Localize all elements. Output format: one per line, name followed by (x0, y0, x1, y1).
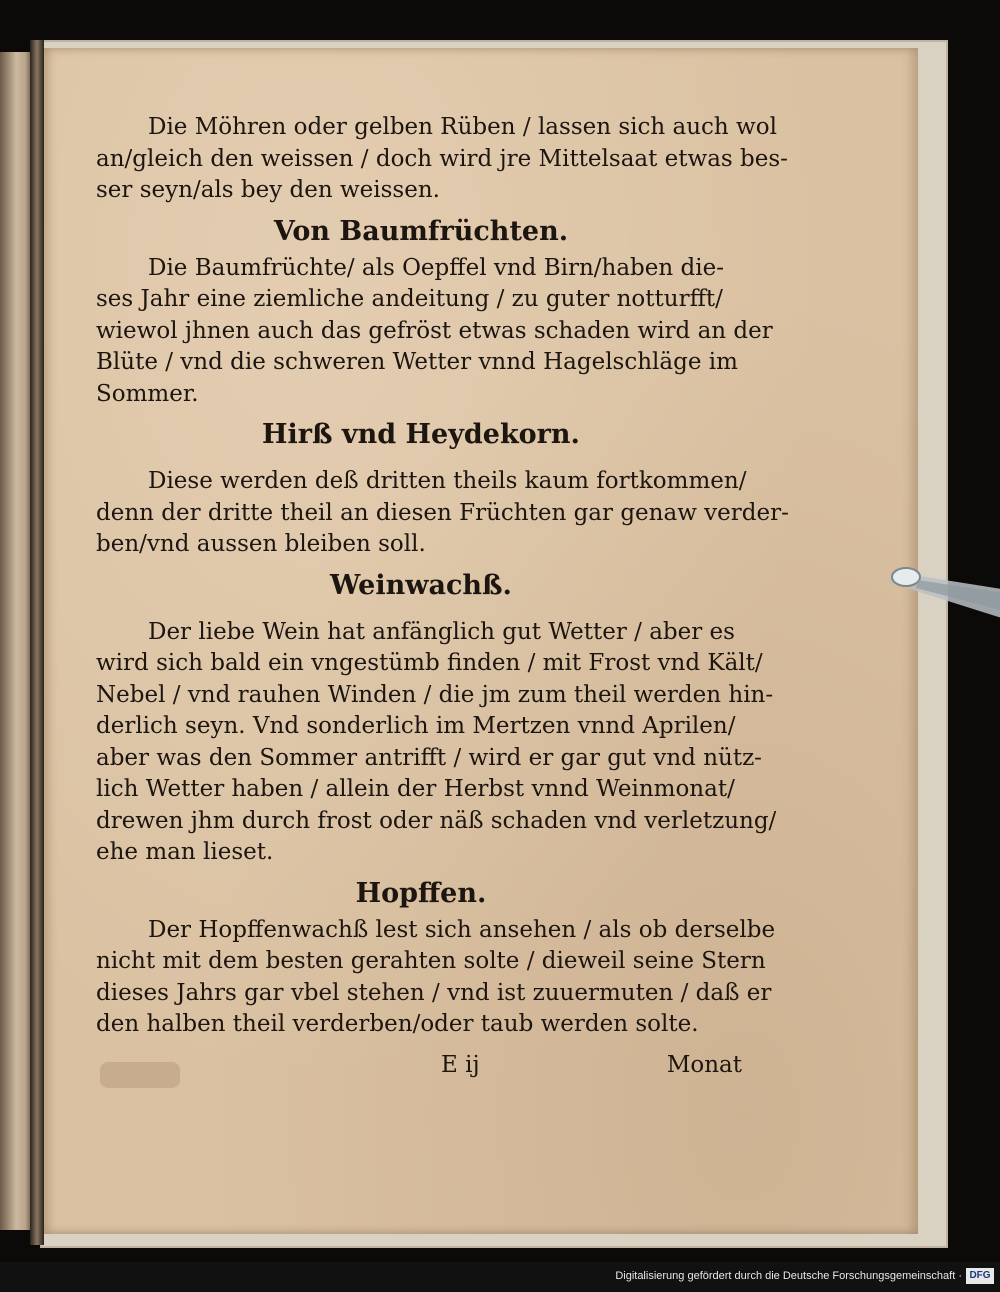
digitization-credit: Digitalisierung gefördert durch die Deutsche Forschungsgemeinschaft · (615, 1270, 962, 1282)
digitization-bar (0, 1262, 1000, 1292)
text-line: Diese werden deß dritten theils kaum fortkommen/ (148, 468, 747, 494)
text-line: ser seyn/als bey den weissen. (96, 177, 440, 203)
pen-pointer-icon (888, 560, 1000, 620)
text-line: drewen jhm durch frost oder näß schaden vnd verletzung/ (96, 807, 777, 834)
paragraph-weinwachss (96, 617, 777, 869)
text-line: an/gleich den weissen / doch wird jre Mittelsaat etwas bes- (96, 145, 788, 172)
section-heading: Weinwachß. (330, 569, 512, 601)
text-line: ben/vnd aussen bleiben soll. (96, 531, 426, 557)
text-line: wiewol jhnen auch das gefröst etwas schaden wird an der (96, 317, 773, 344)
text-line: ses Jahr eine ziemliche andeitung / zu guter notturfft/ (96, 286, 723, 312)
text-line: dieses Jahrs gar vbel stehen / vnd ist zuuermuten / daß er (96, 979, 772, 1006)
text-line: wird sich bald ein vngestümb finden / mit Frost vnd Kält/ (96, 650, 763, 676)
paragraph-hopffen (96, 915, 776, 1041)
section-heading: Hirß vnd Heydekorn. (262, 419, 580, 450)
text-line: Blüte / vnd die schweren Wetter vnnd Hagelschläge im (96, 349, 738, 375)
text-line: derlich seyn. Vnd sonderlich im Mertzen vnnd Aprilen/ (96, 713, 736, 739)
text-line: den halben theil verderben/oder taub werden solte. (96, 1011, 699, 1037)
text-line: aber was den Sommer antrifft / wird er gar gut vnd nütz- (96, 744, 762, 771)
text-line: ehe man lieset. (96, 839, 274, 865)
signature-mark: E ij (441, 1052, 480, 1078)
dfg-logo: DFG (966, 1268, 994, 1284)
paragraph-moehren (96, 112, 788, 207)
text-line: nicht mit dem besten gerahten solte / dieweil seine Stern (96, 948, 766, 974)
text-line: lich Wetter haben / allein der Herbst vnnd Weinmonat/ (96, 776, 735, 802)
text-line: denn der dritte theil an diesen Früchten gar genaw verder- (96, 499, 789, 526)
page-footer (96, 1052, 746, 1086)
section-heading: Hopffen. (355, 877, 487, 909)
paragraph-baumfruechte (96, 253, 773, 411)
text-line: Nebel / vnd rauhen Winden / die jm zum theil werden hin- (96, 681, 774, 708)
text-line: Die Möhren oder gelben Rüben / lassen sich auch wol (148, 114, 777, 140)
catchword: Monat (666, 1052, 742, 1078)
page-text (96, 112, 789, 1041)
text-line: Sommer. (96, 380, 199, 407)
text-line: Der Hopffenwachß lest sich ansehen / als ob derselbe (148, 916, 776, 943)
paragraph-hirss (96, 466, 789, 561)
book-binding (30, 40, 44, 1245)
text-line: Die Baumfrüchte/ als Oepffel vnd Birn/haben die- (148, 254, 724, 281)
section-heading: Von Baumfrüchten. (273, 215, 569, 247)
text-line: Der liebe Wein hat anfänglich gut Wetter / aber es (148, 618, 735, 645)
